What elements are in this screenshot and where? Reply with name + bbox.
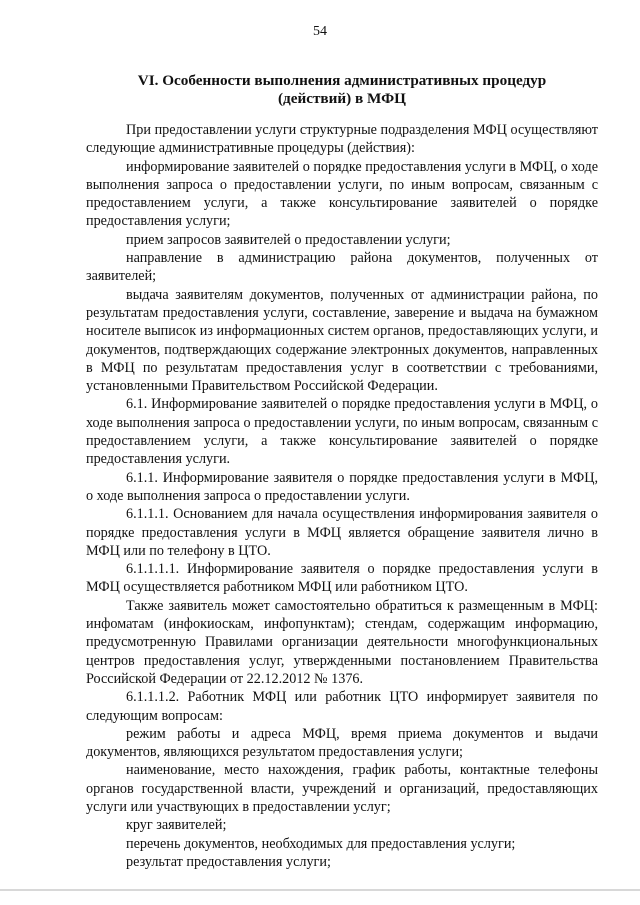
paragraph: прием запросов заявителей о предоставлении услуги; xyxy=(126,231,451,248)
paragraph: 6.1.1.1.2. Работник МФЦ или работник ЦТО информирует заявителя по следующим вопросам: xyxy=(86,689,598,724)
paragraph: режим работы и адреса МФЦ, время приема документов и выдачи документов, являющихся результатом предоставления услуги; xyxy=(86,725,598,761)
paragraph: информирование заявителей о порядке предоставления услуги в МФЦ, о ходе выполнения запроса о предоставлении услуги, по иным вопросам, связанным с предоставлением услуги, а также консультирование заявителей о порядке предоставления услуги; xyxy=(86,158,598,230)
page-number: 54 xyxy=(313,24,327,39)
paragraph: выдача заявителям документов, полученных от администрации района, по результатам предоставления услуги, составление, заверение и выдача на бумажном носителе выписок из информационных систем органов, предоставляющих услуги, и документов, подтверждающих содержание электронных документов, направленных в МФЦ по результатам предоставления услуг в соответствии с требованиями, установленными Правительством Российской Федерации. xyxy=(86,286,598,395)
page-bottom-edge xyxy=(0,889,640,891)
paragraph: результат предоставления услуги; xyxy=(126,853,331,870)
paragraph: 6.1. Информирование заявителей о порядке предоставления услуги в МФЦ, о ходе выполнения запроса о предоставлении услуги, по иным вопросам, связанным с предоставлением услуги, а также консультирование заявителей о порядке предоставления услуги. xyxy=(86,396,598,468)
section-heading xyxy=(86,72,598,108)
paragraph: перечень документов, необходимых для предоставления услуги; xyxy=(126,835,516,852)
section-heading-line-2: (действий) в МФЦ xyxy=(278,90,406,107)
paragraph: 6.1.1. Информирование заявителя о порядке предоставления услуги в МФЦ, о ходе выполнения запроса о предоставлении услуги. xyxy=(86,469,598,504)
paragraph: При предоставлении услуги структурные подразделения МФЦ осуществляют следующие административные процедуры (действия): xyxy=(86,122,598,157)
paragraph: круг заявителей; xyxy=(126,817,227,834)
paragraph: наименование, место нахождения, график работы, контактные телефоны органов государственной власти, учреждений и организаций, предоставляющих услуги или участвующих в предоставлении услуг; xyxy=(86,762,598,815)
section-heading-line-1: VI. Особенности выполнения административных процедур xyxy=(137,72,547,89)
document-body xyxy=(86,121,598,871)
paragraph: направление в администрацию района документов, полученных от заявителей; xyxy=(86,250,598,285)
paragraph: 6.1.1.1.1. Информирование заявителя о порядке предоставления услуги в МФЦ осуществляется работником МФЦ или работником ЦТО. xyxy=(86,561,598,596)
paragraph: 6.1.1.1. Основанием для начала осуществления информирования заявителя о порядке предоставления услуги в МФЦ является обращение заявителя лично в МФЦ или по телефону в ЦТО. xyxy=(86,506,598,559)
paragraph: Также заявитель может самостоятельно обратиться к размещенным в МФЦ: инфоматам (инфокиоскам, инфопунктам); стендам, содержащим информацию, предусмотренную Правилами организации деятельности многофункциональных центров предоставления услуг, утвержденными постановлением Правительства Российской Федерации от 22.12.2012 № 1376. xyxy=(86,597,598,687)
